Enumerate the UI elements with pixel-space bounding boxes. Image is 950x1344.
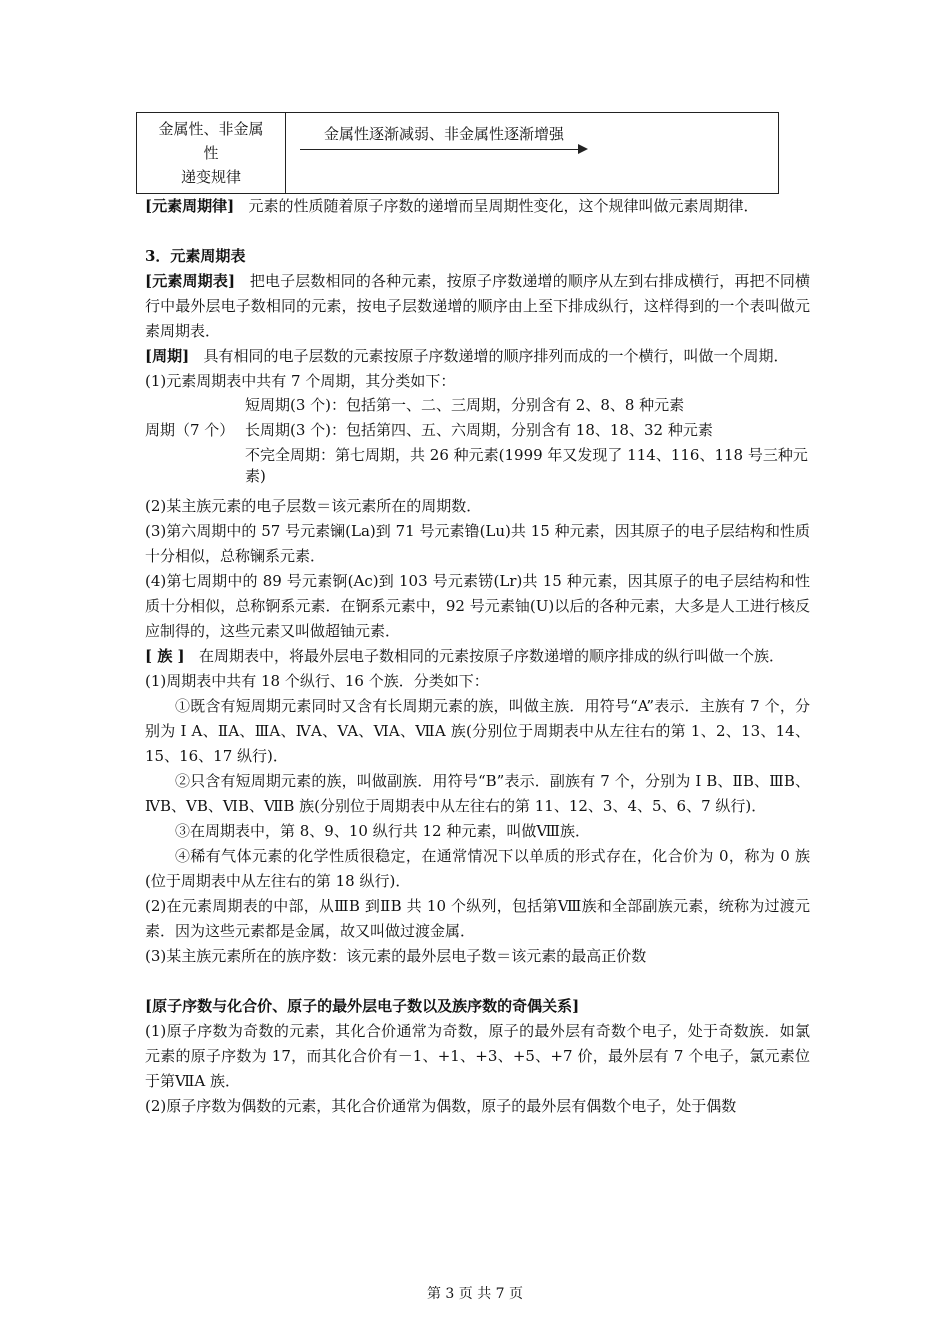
period-side-label: 周期（7 个） [145,421,235,439]
list-item: ①既含有短周期元素同时又含有长周期元素的族，叫做主族．用符号“A”表示．主族有 7 个，分别为 I A、ⅡA、ⅢA、ⅣA、VA、ⅥA、ⅦA 族(分别位于周期表中从左往右的第 1、2、13、14、15、16、17 纵行)． [145,697,810,765]
table-definition-text: 把电子层数相同的各种元素，按原子序数递增的顺序从左到右排成横行，再把不同横行中最外层电子数相同的元素，按电子层数递增的顺序由上至下排成纵行，这样得到的一个表叫做元素周期表． [145,272,810,340]
parity-heading: [原子序数与化合价、原子的最外层电子数以及族序数的奇偶关系] [145,997,580,1015]
list-item: ③在周期表中，第 8、9、10 纵行共 12 种元素，叫做Ⅷ族． [175,822,590,840]
list-item: ②只含有短周期元素的族，叫做副族．用符号“B”表示．副族有 7 个，分别为 I B、ⅡB、ⅢB、ⅣB、VB、ⅥB、ⅦB 族(分别位于周期表中从左往右的第 11、12、3、4、5、6、7 纵行)． [145,772,810,815]
list-item: (3)某主族元素所在的族序数：该元素的最外层电子数＝该元素的最高正价数 [145,947,647,965]
list-item: ④稀有气体元素的化学性质很稳定，在通常情况下以单质的形式存在，化合价为 0，称为 0 族(位于周期表中从左往右的第 18 纵行)． [145,847,810,890]
period-count-paragraph: (1)元素周期表中共有 7 个周期，其分类如下： [145,372,456,390]
group-definition-label: [ 族 ] [145,647,185,665]
trend-label-line: 性 [203,144,219,162]
trend-table [136,112,779,194]
list-item: (1)原子序数为奇数的元素，其化合价通常为奇数，原子的最外层有奇数个电子，处于奇数族．如氯元素的原子序数为 17，而其化合价有－1、+1、+3、+5、+7 价，最外层有 7 个电子，氯元素位于第ⅦA 族． [145,1022,810,1090]
arrow-right-icon [578,144,588,154]
document-body [145,112,810,1119]
list-item: (3)第六周期中的 57 号元素镧(La)到 71 号元素镥(Lu)共 15 种元素，因其原子的电子层结构和性质十分相似，总称镧系元素． [145,522,810,565]
list-item: (2)原子序数为偶数的元素，其化合价通常为偶数，原子的最外层有偶数个电子，处于偶数 [145,1097,737,1115]
periodic-law-text: 元素的性质随着原子序数的递增而呈周期性变化，这个规律叫做元素周期律． [248,197,759,215]
incomplete-period-line: 不完全周期：第七周期，共 26 种元素(1999 年又发现了 114、116、118 号三种元素) [245,446,808,485]
trend-arrow [296,123,768,183]
period-definition-text: 具有相同的电子层数的元素按原子序数递增的顺序排列而成的一个横行，叫做一个周期． [203,347,789,365]
trend-label-line: 金属性、非金属 [158,120,264,138]
page-footer: 第 3 页 共 7 页 [426,1286,524,1302]
table-definition-paragraph [145,269,810,344]
table-definition-label: [元素周期表] [145,272,236,290]
short-period-line: 短周期(3 个)：包括第一、二、三周期，分别含有 2、8、8 种元素 [245,396,685,414]
period-classification [145,394,810,485]
table-row [137,113,779,194]
spacer [145,219,810,244]
period-definition-paragraph [145,344,810,369]
group-definition-text: 在周期表中，将最外层电子数相同的元素按原子序数递增的顺序排成的纵行叫做一个族． [198,647,784,665]
section-heading: 3．元素周期表 [145,247,246,265]
trend-label-line: 递变规律 [180,168,241,186]
period-definition-label: [周期] [145,347,190,365]
trend-arrow-cell [286,113,779,194]
trend-arrow-label: 金属性逐渐减弱、非金属性逐渐增强 [324,125,565,143]
arrow-line [300,149,585,150]
list-item: (4)第七周期中的 89 号元素锕(Ac)到 103 号元素铹(Lr)共 15 种元素，因其原子的电子层结构和性质十分相似，总称锕系元素．在锕系元素中，92 号元素铀(U)以后的各种元素，大多是人工进行核反应制得的，这些元素又叫做超铀元素． [145,572,810,640]
periodic-law-paragraph [145,194,810,219]
list-item: (2)在元素周期表的中部，从ⅢB 到ⅡB 共 10 个纵列，包括第Ⅷ族和全部副族元素，统称为过渡元素．因为这些元素都是金属，故又叫做过渡金属． [145,897,810,940]
long-period-line: 长周期(3 个)：包括第四、五、六周期，分别含有 18、18、32 种元素 [245,421,713,439]
list-item: (1)周期表中共有 18 个纵行、16 个族．分类如下： [145,672,489,690]
group-definition-paragraph [145,644,810,669]
periodic-law-label: [元素周期律] [145,197,235,215]
list-item: (2)某主族元素的电子层数＝该元素所在的周期数． [145,497,482,515]
spacer [145,969,810,994]
trend-label-cell [137,113,286,194]
